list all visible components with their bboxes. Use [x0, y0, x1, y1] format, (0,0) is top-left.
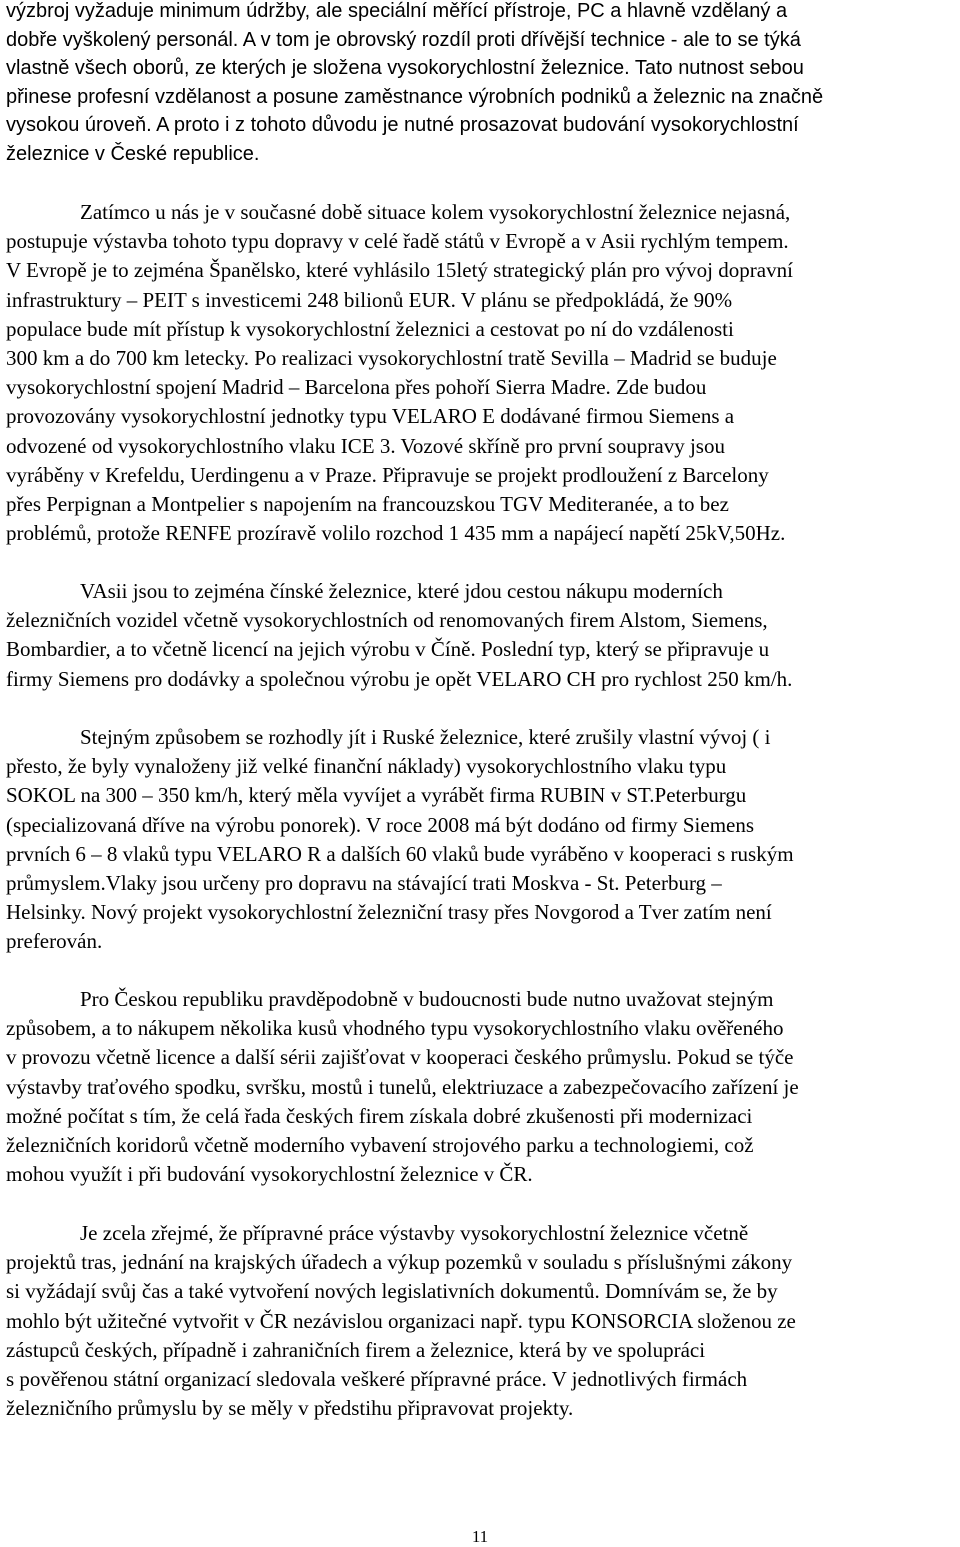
- text-line: Pro Českou republiku pravděpodobně v budoucnosti bude nutno uvažovat stejným: [80, 987, 774, 1011]
- paragraph-workforce: [6, 0, 958, 169]
- paragraph-czech-republic: [6, 985, 958, 1189]
- paragraph-spain: [6, 198, 958, 548]
- text-line: VAsii jsou to zejména čínské železnice, které jdou cestou nákupu moderních: [80, 579, 723, 603]
- text-line: vyráběny v Krefeldu, Uerdingenu a v Praze. Připravuje se projekt prodloužení z Barcelony: [6, 462, 769, 487]
- text-line: 300 km a do 700 km letecky. Po realizaci vysokorychlostní tratě Sevilla – Madrid se buduje: [6, 346, 777, 371]
- text-line: železničních koridorů včetně moderního vybavení strojového parku a technologiemi, což: [6, 1133, 754, 1158]
- text-line: přesto, že byly vynaloženy již velké finanční náklady) vysokorychlostního vlaku typu: [6, 754, 727, 779]
- text-line: SOKOL na 300 – 350 km/h, který měla vyvíjet a vyrábět firma RUBIN v ST.Peterburgu: [6, 783, 747, 808]
- text-line: Stejným způsobem se rozhodly jít i Ruské železnice, které zrušily vlastní vývoj ( i: [80, 725, 771, 749]
- text-line: provozovány vysokorychlostní jednotky typu VELARO E dodávané firmou Siemens a: [6, 404, 735, 429]
- text-line: průmyslem.Vlaky jsou určeny pro dopravu na stávající trati Moskva - St. Peterburg –: [6, 871, 722, 896]
- text-line: Zatímco u nás je v současné době situace kolem vysokorychlostní železnice nejasná,: [80, 200, 791, 224]
- text-line: výzbroj vyžaduje minimum údržby, ale speciální měřící přístroje, PC a hlavně vzdělaný a: [6, 0, 788, 22]
- page-number: 11: [471, 1527, 489, 1546]
- text-line: zástupců českých, případně i zahraničních firem a železnice, která by ve spolupráci: [6, 1337, 706, 1362]
- text-line: s pověřenou státní organizací sledovala veškeré přípravné práce. V jednotlivých firmách: [6, 1367, 748, 1392]
- text-line: populace bude mít přístup k vysokorychlostní železnici a cestovat po ní do vzdálenosti: [6, 316, 734, 341]
- text-line: možné počítat s tím, že celá řada českých firem získala dobré zkušenosti při modernizaci: [6, 1103, 753, 1128]
- text-line: přes Perpignan a Montpelier s napojením na francouzskou TGV Mediteranée, a to bez: [6, 492, 729, 517]
- text-line: si vyžádají svůj čas a také vytvoření nových legislativních dokumentů. Domnívám se, že by: [6, 1279, 778, 1304]
- text-line: výstavby traťového spodku, svršku, mostů i tunelů, elektriuzace a zabezpečovacího zařízení je: [6, 1074, 799, 1099]
- text-line: Bombardier, a to včetně licencí na jejich výrobu v Číně. Poslední typ, který se připravuje u: [6, 637, 770, 662]
- text-line: vysokou úroveň. A proto i z tohoto důvodu je nutné prosazovat budování vysokorychlostní: [6, 114, 799, 137]
- text-line: dobře vyškolený personál. A v tom je obrovský rozdíl proti dřívější technice - ale to se týká: [6, 28, 801, 51]
- paragraph-preparation: [6, 1219, 958, 1423]
- text-line: V Evropě je to zejména Španělsko, které vyhlásilo 15letý strategický plán pro vývoj dopravní: [6, 258, 793, 283]
- text-line: postupuje výstavba tohoto typu dopravy v celé řadě států v Evropě a v Asii rychlým tempem.: [6, 229, 789, 254]
- text-line: železnice v České republice.: [6, 142, 260, 165]
- text-line: mohou využít i při budování vysokorychlostní železnice v ČR.: [6, 1162, 533, 1187]
- text-line: prvních 6 – 8 vlaků typu VELARO R a dalších 60 vlaků bude vyráběno v kooperaci s ruským: [6, 841, 794, 866]
- text-line: vlastně všech oborů, ze kterých je složena vysokorychlostní železnice. Tato nutnost sebou: [6, 57, 804, 80]
- text-line: způsobem, a to nákupem několika kusů vhodného typu vysokorychlostního vlaku ověřeného: [6, 1016, 784, 1041]
- text-line: problémů, protože RENFE prozíravě volilo rozchod 1 435 mm a napájecí napětí 25kV,50Hz.: [6, 521, 786, 546]
- text-line: železničních vozidel včetně vysokorychlostních od renomovaných firem Alstom, Siemens,: [6, 608, 768, 633]
- text-line: infrastruktury – PEIT s investicemi 248 bilionů EUR. V plánu se předpokládá, že 90%: [6, 287, 733, 312]
- text-line: Helsinky. Nový projekt vysokorychlostní železniční trasy přes Novgorod a Tver zatím není: [6, 900, 772, 925]
- text-line: mohlo být užitečné vytvořit v ČR nezávislou organizaci např. typu KONSORCIA složenou ze: [6, 1308, 796, 1333]
- text-line: preferován.: [6, 929, 103, 954]
- text-line: projektů tras, jednání na krajských úřadech a výkup pozemků v souladu s příslušnými zákony: [6, 1250, 793, 1275]
- paragraph-asia: [6, 577, 958, 694]
- text-line: přinese profesní vzdělanost a posune zaměstnance výrobních podniků a železnic na značně: [6, 85, 824, 108]
- text-line: železničního průmyslu by se měly v předstihu připravovat projekty.: [6, 1396, 574, 1421]
- text-line: odvozené od vysokorychlostního vlaku ICE 3. Vozové skříně pro první soupravy jsou: [6, 433, 725, 458]
- paragraph-russia: [6, 723, 958, 957]
- text-line: v provozu včetně licence a další sérii zajišťovat v kooperaci českého průmyslu. Pokud se týče: [6, 1045, 794, 1070]
- text-line: Je zcela zřejmé, že přípravné práce výstavby vysokorychlostní železnice včetně: [80, 1221, 749, 1245]
- text-line: vysokorychlostní spojení Madrid – Barcelona přes pohoří Sierra Madre. Zde budou: [6, 375, 707, 400]
- text-line: (specializovaná dříve na výrobu ponorek). V roce 2008 má být dodáno od firmy Siemens: [6, 812, 755, 837]
- text-line: firmy Siemens pro dodávky a společnou výrobu je opět VELARO CH pro rychlost 250 km/h.: [6, 666, 793, 691]
